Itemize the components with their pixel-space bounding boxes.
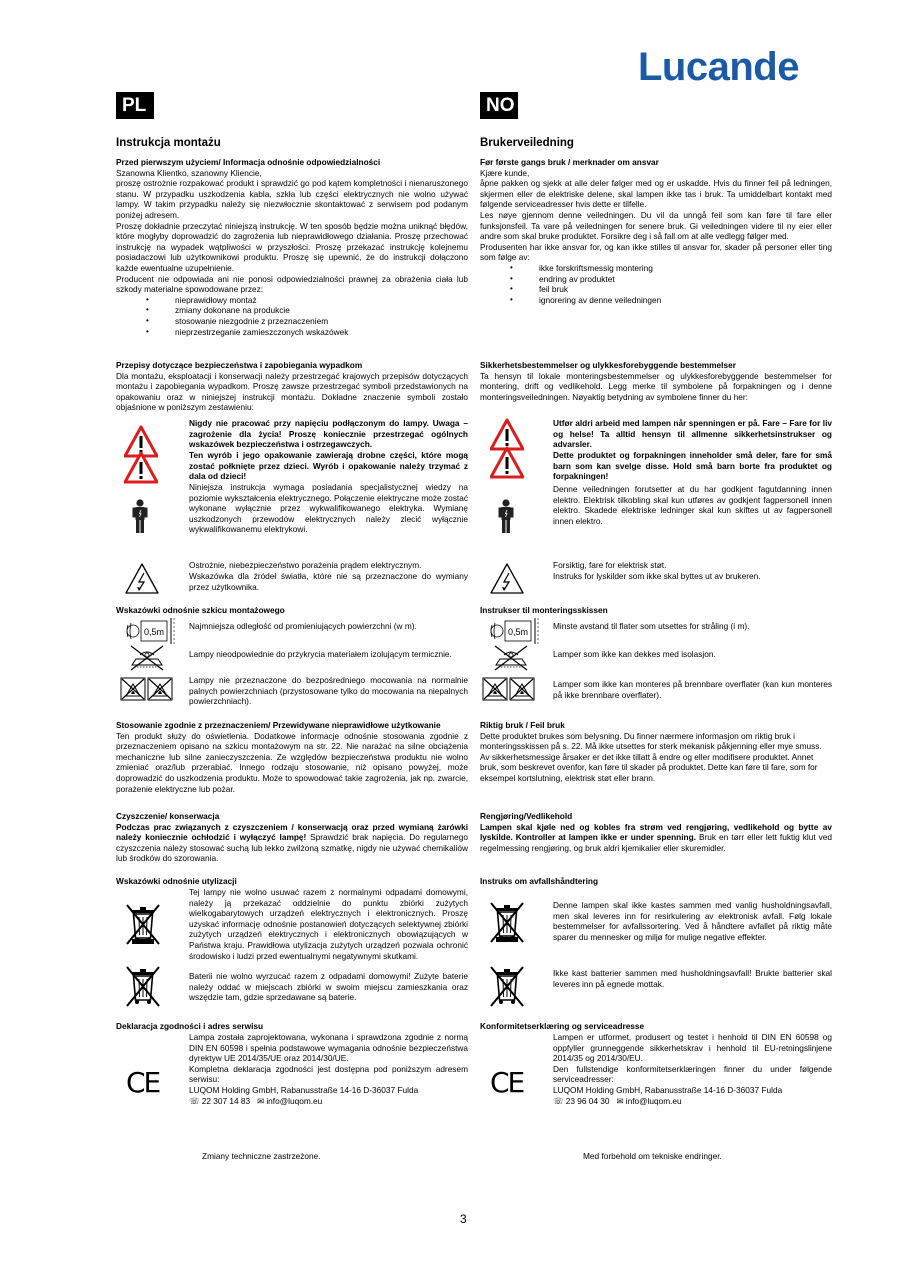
pl-section-intro bbox=[116, 157, 468, 337]
no-s1-para: åpne pakken og sjekk at alle deler følger med og er uskadde. Hvis du finner feil på ledningen, skjermen eller de elektriske delene, skal lampen ikke tas i bruk. Ta umiddelbart kontakt med følgende serviceadresser hvis dette er tilfelle. bbox=[480, 178, 832, 210]
pl-sketch-distance: Najmniejsza odległość od promieniujących powierzchni (w m). bbox=[189, 621, 417, 631]
no-email: info@luqom.eu bbox=[625, 1095, 682, 1106]
no-section-cleaning bbox=[480, 811, 832, 853]
crossed-battery-bin-icon bbox=[124, 964, 162, 1008]
phone-icon: ☏ bbox=[553, 1095, 564, 1106]
no-contact-line bbox=[553, 1096, 832, 1107]
no-warning-electrician: Denne veiledningen forutsetter at du har godkjent fagutdanning innen elektro. Elektrisk tilkobling skal kun utføres av godkjent fagpersonell innen elektro. Skadede elektriske ledninger skal kun skiftes ut av fagpersonell innen elektro. bbox=[553, 484, 832, 526]
distance-label: 0,5m bbox=[143, 627, 165, 637]
no-s5-rest: Bruk en tørr eller lett fuktig klut ved regelmessing rengjøring, og bruk aldri kjemikalier eller skuremidler. bbox=[480, 832, 833, 853]
pl-sketch-flammable: Lampy nie przeznaczone do bezpośredniego mocowania na normalnie palnych powierzchniach (przystosowane tylko do mocowania na niepalnych powierzchniach). bbox=[189, 675, 468, 707]
list-item: • ikke forskriftsmessig montering bbox=[510, 263, 832, 274]
pl-s7-heading: Deklaracja zgodności i adres serwisu bbox=[116, 1021, 264, 1031]
pl-email: info@luqom.eu bbox=[266, 1095, 323, 1106]
bin-bar bbox=[496, 937, 518, 942]
brand-logo: Lucande bbox=[638, 45, 799, 89]
no-flammable-surface-icon bbox=[482, 677, 536, 701]
pl-s1-para: Producent nie odpowiada ani nie ponosi odpowiedzialności prawnej za obrażenia ciała lub szkody materialne spowodowane przez: bbox=[116, 273, 468, 295]
pl-s5-para bbox=[116, 822, 468, 864]
no-warning-light-source: Instruks for lyskilder som ikke skal byttes ut av brukeren. bbox=[553, 571, 761, 581]
no-warning-shock: Forsiktig, fare for elektrisk støt. bbox=[553, 560, 667, 570]
no-section-conformity bbox=[480, 1021, 832, 1141]
pl-s1-para: proszę ostrożnie rozpakować produkt i sprawdzić go pod kątem kompletności i nienaruszonego stanu. W przypadku uszkodzenia kabla, szkła lub części elektrycznych nie wolno używać lampy. W takim przypadku należy się niezwłocznie skontaktować z serwisem pod podanym poniżej adresem. bbox=[116, 178, 468, 220]
pl-sketch-no-cover: Lampy nieodpowiednie do przykrycia materiałem izolującym termicznie. bbox=[189, 649, 452, 659]
no-s2-para: Ta hensyn til lokale monteringsbestemmelser og ulykkesforebyggende bestemmelser for montering, drift og vedlikehold. Legg merke til symbolene på forpakningen og i denne monteringsveiledningen. Nøyaktig betydning av symbolene finner du her: bbox=[480, 370, 832, 402]
no-s4-heading: Riktig bruk / Feil bruk bbox=[480, 720, 565, 730]
no-s4-line: Av sikkerhetsmessige årsaker er det ikke tillatt å endre og eller modifisere produktet. Annet bbox=[480, 751, 814, 762]
no-s3-heading: Instrukser til monteringsskissen bbox=[480, 605, 608, 615]
no-sketch-no-cover: Lamper som ikke kan dekkes med isolasjon. bbox=[553, 649, 716, 659]
no-section-use bbox=[480, 720, 832, 784]
no-s7-para: Lampen er utformet, produsert og testet i henhold til DIN EN 60598 og oppfyller grunneggende sikkerhetskrav i henhold til EU-retningslinjene 2014/35 og 2014/30/EU. bbox=[553, 1032, 832, 1064]
mail-icon: ✉ bbox=[257, 1095, 265, 1106]
pl-warning-voltage: Nigdy nie pracować przy napięciu podłączonym do lampy. Uwaga – zagrożenie dla życia! Proszę koniecznie przestrzegać ogólnych wskazówek bezpieczeństwa i ostrzegawczych. bbox=[189, 418, 468, 450]
pl-s1-para: Proszę dokładnie przeczytać niniejszą instrukcję. W ten sposób będzie można uniknąć błędów, które mogłyby doprowadzić do zagrożenia lub nieprawidłowego działania. Proszę przechować instrukcję na wypadek wątpliwości w przyszłości. Proszę przekazać instrukcję kolejnemu posiadaczowi lub użytkownikowi produktu. Proszę się upewnić, że do instrukcji dołączono każde ewentualne uzupełnienie. bbox=[116, 220, 468, 273]
distance-icon bbox=[490, 616, 540, 646]
electric-shock-icon bbox=[125, 562, 159, 596]
no-safety-symbols bbox=[480, 418, 832, 598]
pl-safety-symbols bbox=[116, 418, 468, 598]
pl-s1-list bbox=[146, 295, 468, 337]
no-footer-note: Med forbehold om tekniske endringer. bbox=[583, 1151, 722, 1161]
no-s6-heading: Instruks om avfallshåndtering bbox=[480, 876, 599, 886]
pl-warning-small-parts: Ten wyrób i jego opakowanie zawierają drobne części, które mogą zostać połknięte przez dzieci. Wyrób i opakowanie należy trzymać z dala od dzieci! bbox=[189, 450, 468, 482]
ce-mark-icon: CE bbox=[126, 1066, 160, 1099]
pl-contact-line bbox=[189, 1096, 468, 1107]
no-s2-heading: Sikkerhetsbestemmelser og ulykkesforebyggende bestemmelser bbox=[480, 360, 736, 370]
no-s1-para: Produsenten har ikke ansvar for, og kan ikke stilles til ansvar for, skader på personer eller ting som følge av: bbox=[480, 241, 832, 263]
no-section-disposal bbox=[480, 876, 832, 1006]
distance-label: 0,5m bbox=[507, 627, 529, 637]
no-title: Brukerveiledning bbox=[480, 137, 574, 149]
list-item: • nieprawidłowy montaż bbox=[146, 295, 468, 306]
no-s4-line: Dette produktet brukes som belysning. Du finner nærmere informasjon om riktig bruk i bbox=[480, 730, 795, 741]
pl-s5-heading: Czyszczenie/ konserwacja bbox=[116, 811, 220, 821]
no-service-address: LUQOM Holding GmbH, Rabanusstraße 14-16 D-36037 Fulda bbox=[553, 1084, 783, 1095]
pl-s1-greeting: Szanowna Klientko, szanowny Kliencie, bbox=[116, 167, 262, 178]
pl-s3-heading: Wskazówki odnośnie szkicu montażowego bbox=[116, 605, 285, 615]
phone-icon: ☏ bbox=[189, 1095, 200, 1106]
no-warning-voltage: Utfør aldri arbeid med lampen når spenningen er på. Fare – Fare for liv og helse! Ta alltid hensyn til allmenne sikkerhetsinstrukser og advarsler. bbox=[553, 418, 832, 450]
no-insulation-cover-icon bbox=[128, 643, 166, 673]
distance-icon bbox=[126, 616, 176, 646]
no-s1-heading: Før første gangs bruk / merknader om ansvar bbox=[480, 157, 659, 167]
pl-s1-heading: Przed pierwszym użyciem/ Informacja odnośnie odpowiedzialności bbox=[116, 157, 381, 167]
pl-disposal-battery: Baterii nie wolno wyrzucać razem z odpadami domowymi! Zużyte baterie należy oddać w miejscach zbiórki w swoim miejscu zamieszkania oraz wszędzie tam, gdzie sprzedawane są baterie. bbox=[189, 971, 468, 1003]
pl-s5-bold: Podczas prac związanych z czyszczeniem / konserwacją oraz przed wymianą żarówki należy koniecznie ochłodzić i wyłączyć lampę! bbox=[116, 821, 468, 843]
page-number: 3 bbox=[460, 1212, 467, 1226]
lang-badge-no: NO bbox=[480, 92, 518, 119]
no-sketch-flammable: Lamper som ikke kan monteres på brennbare overflater (kan kun monteres på ikke brennbare overflater). bbox=[553, 679, 832, 700]
list-item: • zmiany dokonane na produkcie bbox=[146, 305, 468, 316]
pl-phone: 22 307 14 83 bbox=[201, 1095, 251, 1106]
no-disposal-lamp: Denne lampen skal ikke kastes sammen med vanlig husholdningsavfall, men skal leveres inn for resirkulering av elektronisk avfall. Følg lokale bestemmelser for avfallssortering. Ved å håndtere avfallet på riktig måte sparer du mennesker og miljø for mulige negative effekter. bbox=[553, 900, 832, 942]
mail-icon: ✉ bbox=[616, 1095, 624, 1106]
pl-s5-rest: Sprawdzić brak napięcia. Do regularnego czyszczenia należy stosować suchą lub lekko zwilżoną szmatkę, nigdy nie używać chemikaliów lub środków do szorowania. bbox=[116, 832, 468, 864]
pl-service-address: LUQOM Holding GmbH, Rabanusstraße 14-16 D-36037 Fulda bbox=[189, 1084, 419, 1095]
pl-s4-heading: Stosowanie zgodnie z przeznaczeniem/ Przewidywane nieprawidłowe użytkowanie bbox=[116, 720, 441, 730]
list-item: • stosowanie niezgodnie z przeznaczeniem bbox=[146, 316, 468, 327]
no-s1-list bbox=[510, 263, 832, 305]
no-s1-para: Les nøye gjennom denne veiledningen. Du vil da unngå feil som kan føre til fare eller funksjonsfeil. Ta vare på veiledningen for senere bruk. Gi veiledningen videre til ny eier eller andre som skal bruke produktet. Forsikre deg i så fall om at alle vedlegg følger med. bbox=[480, 209, 832, 242]
warning-triangle-icon bbox=[490, 446, 524, 480]
no-column bbox=[480, 136, 832, 150]
crossed-battery-bin-icon bbox=[488, 964, 526, 1008]
electrician-icon bbox=[496, 498, 516, 534]
pl-section-safety bbox=[116, 360, 468, 413]
pl-footer-note: Zmiany techniczne zastrzeżone. bbox=[202, 1151, 321, 1161]
pl-column bbox=[116, 136, 468, 150]
pl-warning-electrician: Niniejsza instrukcja wymaga posiadania specjalistycznej wiedzy na poziomie wykształcenia elektrycznego. Połączenie elektryczne może zostać wykonane wyłącznie przez wykwalifikowanego elektryka. Wymianę uszkodzonych przewodów elektrycznych należy zlecić wyłącznie wykwalifikowanemu elektrykowi. bbox=[189, 482, 468, 535]
pl-warning-light-source: Wskazówka dla źródeł światła, które nie są przeznaczone do wymiany przez użytkownika. bbox=[189, 571, 468, 592]
bin-bar bbox=[132, 939, 154, 944]
no-section-intro bbox=[480, 157, 832, 305]
warning-triangle-icon bbox=[124, 451, 158, 485]
pl-disposal-lamp: Tej lampy nie wolno usuwać razem z normalnymi odpadami domowymi, należy ją przekazać oddzielnie do punktu zbiórki zużytych wielkogabarytowych urządzeń elektrycznych i elektronicznych. Proszę uzyskać informację odnośnie postanowień dotyczących selektywnej zbiórki zużytych urządzeń elektrycznych i elektronicznych obowiązujących w Państwa kraju. Prawidłowa utylizacja zużytych urządzeń pozwala ochronić środowisko i ludzi przed ewentualnymi negatywnymi skutkami. bbox=[189, 887, 468, 961]
pl-s6-heading: Wskazówki odnośnie utylizacji bbox=[116, 876, 237, 886]
pl-s7-para: Lampa została zaprojektowana, wykonana i sprawdzona zgodnie z normą DIN EN 60598 i spełnia podstawowe wymagania odnośnie bezpieczeństwa dyrektyw UE 2014/35/UE oraz 2014/30/UE. bbox=[189, 1032, 468, 1064]
list-item: • endring av produktet bbox=[510, 274, 832, 285]
no-insulation-cover-icon bbox=[492, 643, 530, 673]
no-s5-bold: Lampen skal kjøle ned og kobles fra strøm ved rengjøring, vedlikehold og bytte av lyskilde. Kontroller at lampen ikke er under spenning. bbox=[480, 821, 832, 843]
pl-s2-para: Dla montażu, eksploatacji i konserwacji należy przestrzegać krajowych przepisów dotyczących montażu i zapobiegania wypadkom. Proszę zawsze przestrzegać symboli przedstawionych na opakowaniu oraz w niniejszej instrukcji montażu. Dokładne znaczenie symboli zostało objaśnione w poniższym zestawieniu: bbox=[116, 370, 468, 413]
no-warning-small-parts: Dette produktet og forpakningen inneholder små deler, fare for små barn som kan svelge disse. Hold små barn borte fra produktet og forpakningen! bbox=[553, 450, 832, 482]
pl-title: Instrukcja montażu bbox=[116, 137, 221, 149]
no-s4-line: eksempel kortslutning, elektrisk støt eller brann. bbox=[480, 772, 656, 783]
no-s1-greeting: Kjære kunde, bbox=[480, 167, 530, 178]
lang-badge-pl: PL bbox=[116, 92, 154, 119]
no-sketch-distance: Minste avstand til flater som utsettes for stråling (i m). bbox=[553, 621, 750, 631]
pl-s4-para: Ten produkt służy do oświetlenia. Dodatkowe informacje odnośnie stosowania zgodnie z przeznaczeniem opisano na szkicu montażowym na str. 22. Nie narażać na silne obciążenia mechaniczne lub silne zanieczyszczenia. Ze względów bezpieczeństwa produktu nie wolno zmieniać oraz/lub przerabiać. Innego rodzaju stosowanie, niż opisano powyżej, może doprowadzić do uszkodzenia produktu. Może to spowodować takie zagrożenia, jak np. zwarcie, porażenie elektryczne lub pożar. bbox=[116, 730, 468, 794]
no-s7-heading: Konformitetserklæring og serviceadresse bbox=[480, 1021, 645, 1031]
no-s7-para: Den fullstendige konformitetserklæringen finner du under følgende serviceadresser: bbox=[553, 1063, 832, 1085]
no-phone: 23 96 04 30 bbox=[565, 1095, 610, 1106]
no-s4-line: bruk, som beskrevet ovenfor, kan føre til skader på produktet. Dette kan føre til fare, som for bbox=[480, 762, 818, 773]
no-section-sketch bbox=[480, 605, 832, 715]
pl-section-use bbox=[116, 720, 468, 794]
pl-warning-shock: Ostrożnie, niebezpieczeństwo porażenia prądem elektrycznym. bbox=[189, 560, 422, 570]
pl-section-disposal bbox=[116, 876, 468, 1006]
electrician-icon bbox=[130, 498, 150, 534]
pl-section-cleaning bbox=[116, 811, 468, 864]
list-item: • feil bruk bbox=[510, 284, 832, 295]
no-s4-line: monteringsskissen på s. 22. Må ikke utsettes for sterk mekanisk påkjenning eller mye smuss. bbox=[480, 741, 822, 752]
no-flammable-surface-icon bbox=[120, 677, 174, 701]
pl-conformity-text bbox=[189, 1032, 468, 1106]
list-item: • ignorering av denne veiledningen bbox=[510, 295, 832, 306]
pl-section-conformity bbox=[116, 1021, 468, 1141]
pl-section-sketch bbox=[116, 605, 468, 715]
no-disposal-battery: Ikke kast batterier sammen med husholdningsavfall! Brukte batterier skal leveres inn på egnede mottak. bbox=[553, 968, 832, 989]
list-item: • nieprzestrzeganie zamieszczonych wskazówek bbox=[146, 327, 468, 338]
ce-mark-icon: CE bbox=[490, 1066, 524, 1099]
no-section-safety bbox=[480, 360, 832, 402]
no-s5-para bbox=[480, 822, 832, 854]
electric-shock-icon bbox=[490, 562, 524, 596]
pl-s7-para: Kompletna deklaracja zgodności jest dostępna pod poniższym adresem serwisu: bbox=[189, 1063, 468, 1085]
no-conformity-text bbox=[553, 1032, 832, 1106]
no-s5-heading: Rengjøring/Vedlikehold bbox=[480, 811, 573, 821]
pl-s2-heading: Przepisy dotyczące bezpieczeństwa i zapobiegania wypadkom bbox=[116, 360, 363, 370]
